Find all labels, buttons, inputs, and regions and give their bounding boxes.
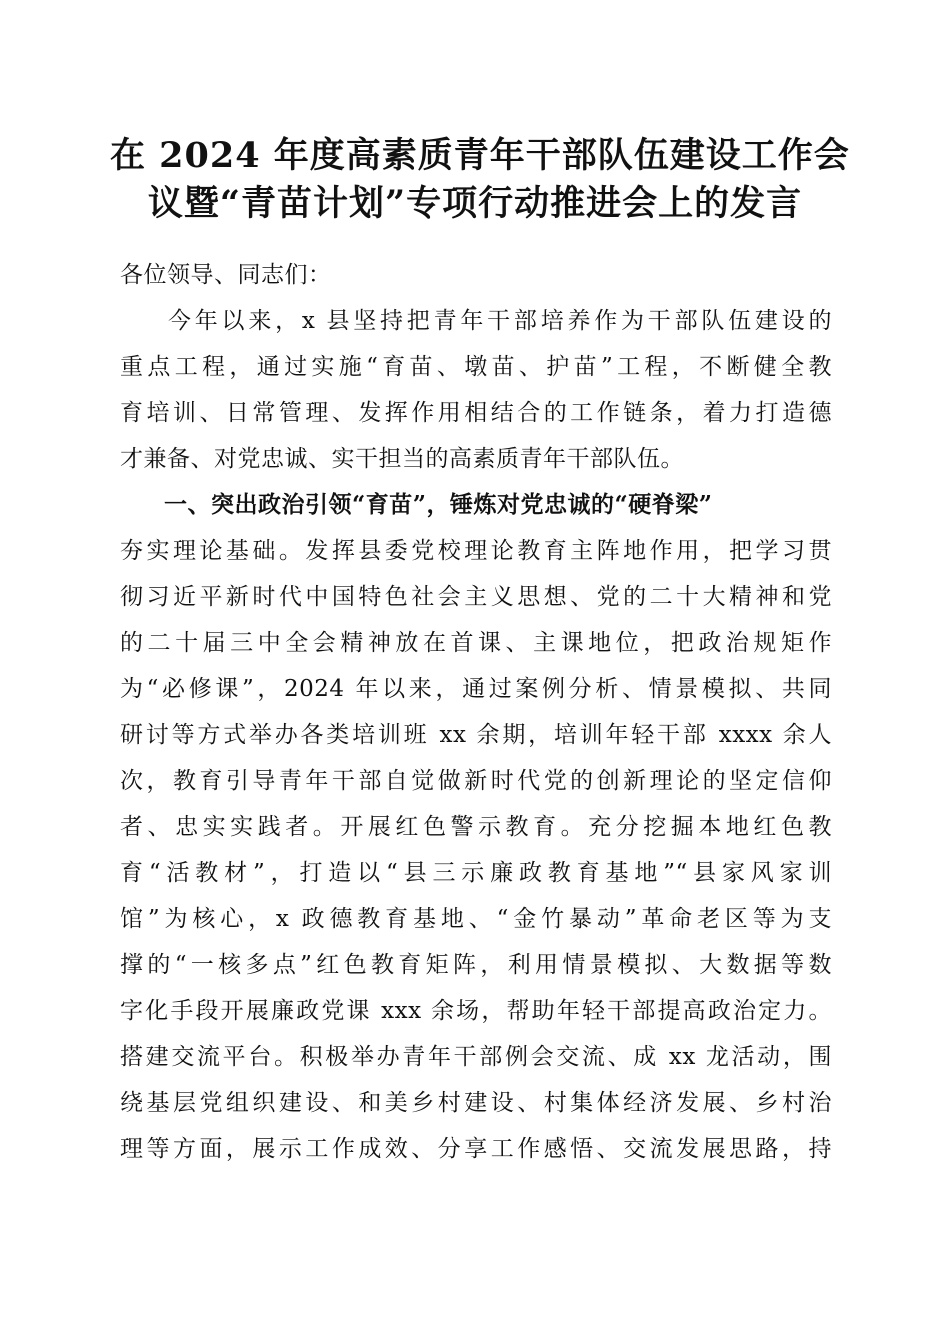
title-line-1: 在 2024 年度高素质青年干部队伍建设工作会 [110, 135, 850, 176]
document-body [120, 252, 832, 1172]
section-paragraph-line: 研讨等方式举办各类培训班 xx 余期，培训年轻干部 xxxx 余人 [120, 722, 832, 748]
section-paragraph-line: 搭建交流平台。积极举办青年干部例会交流、成 xx 龙活动，围 [120, 1044, 832, 1070]
section-paragraph-line: 理等方面，展示工作成效、分享工作感悟、交流发展思路，持 [120, 1136, 832, 1162]
section-paragraph-line: 者、忠实实践者。开展红色警示教育。充分挖掘本地红色教 [120, 814, 832, 840]
document-title [110, 132, 850, 228]
section-paragraph-line: 绕基层党组织建设、和美乡村建设、村集体经济发展、乡村治 [120, 1090, 832, 1116]
section-paragraph-line: 彻习近平新时代中国特色社会主义思想、党的二十大精神和党 [120, 584, 832, 610]
intro-paragraph-line: 才兼备、对党忠诚、实干担当的高素质青年干部队伍。 [120, 446, 684, 472]
section-paragraph-line: 撑的“一核多点”红色教育矩阵，利用情景模拟、大数据等数 [120, 952, 832, 978]
salutation: 各位领导、同志们： [120, 262, 332, 288]
section-paragraph-line: 为“必修课”，2024 年以来，通过案例分析、情景模拟、共同 [120, 676, 832, 702]
section-paragraph-line: 馆”为核心，x 政德教育基地、“金竹暴动”革命老区等为支 [120, 906, 832, 932]
intro-paragraph-line: 今年以来，x 县坚持把青年干部培养作为干部队伍建设的 [168, 308, 832, 334]
section-paragraph-line: 字化手段开展廉政党课 xxx 余场，帮助年轻干部提高政治定力。 [120, 998, 832, 1024]
section-heading: 一、突出政治引领“育苗”，锤炼对党忠诚的“硬脊梁” [164, 491, 713, 518]
section-paragraph-line: 育“活教材”，打造以“县三示廉政教育基地”“县家风家训 [120, 860, 832, 886]
section-paragraph-line: 的二十届三中全会精神放在首课、主课地位，把政治规矩作 [120, 630, 832, 656]
intro-paragraph-line: 育培训、日常管理、发挥作用相结合的工作链条，着力打造德 [120, 400, 832, 426]
title-line-2: 议暨“青苗计划”专项行动推进会上的发言 [147, 183, 803, 224]
section-paragraph-line: 次，教育引导青年干部自觉做新时代党的创新理论的坚定信仰 [120, 768, 832, 794]
section-paragraph-line: 夯实理论基础。发挥县委党校理论教育主阵地作用，把学习贯 [120, 538, 832, 564]
intro-paragraph-line: 重点工程，通过实施“育苗、墩苗、护苗”工程，不断健全教 [120, 354, 832, 380]
